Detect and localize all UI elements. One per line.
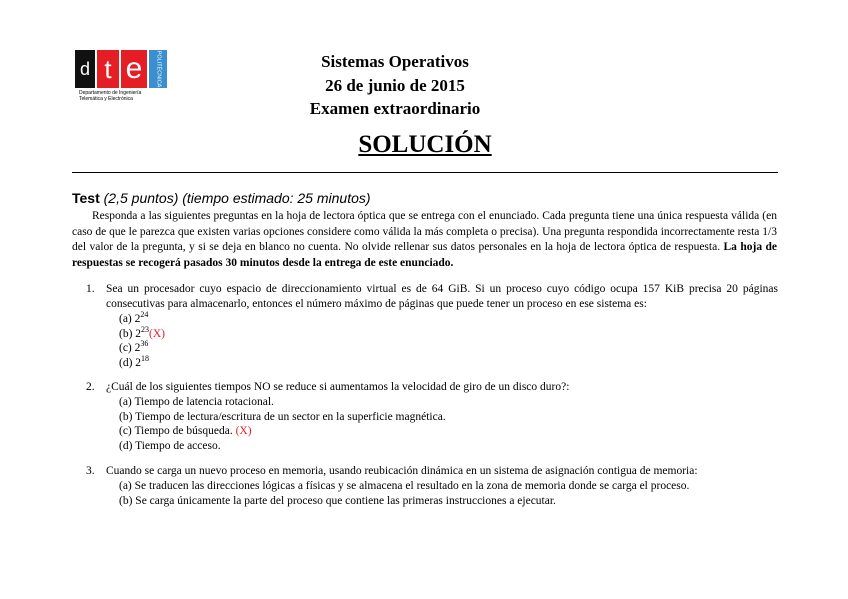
option-label: (d) xyxy=(119,356,133,369)
dte-logo xyxy=(75,50,175,114)
option-exponent: 36 xyxy=(140,339,149,348)
option-b xyxy=(119,324,778,342)
test-heading xyxy=(72,190,371,206)
option-label: (b) xyxy=(119,410,133,423)
question-number: 3. xyxy=(86,465,95,477)
option-text: Se carga únicamente la parte del proceso que contiene las primeras instrucciones a ejecutar. xyxy=(135,494,556,507)
header-divider xyxy=(72,172,778,173)
option-a xyxy=(119,395,778,410)
test-details: (2,5 puntos) (tiempo estimado: 25 minutos) xyxy=(103,190,371,206)
option-label: (a) xyxy=(119,396,132,408)
question-text: Cuando se carga un nuevo proceso en memoria, usando reubicación dinámica en un sistema de asignación contigua de memoria: xyxy=(106,465,698,477)
option-exponent: 23 xyxy=(141,324,150,334)
option-text: Tiempo de latencia rotacional. xyxy=(134,396,274,408)
option-label: (d) xyxy=(119,439,133,452)
option-c xyxy=(119,424,778,439)
option-list xyxy=(86,395,778,453)
option-base: 2 xyxy=(135,327,142,340)
option-label: (c) xyxy=(119,342,132,354)
option-text: Tiempo de lectura/escritura de un sector en la superficie magnética. xyxy=(135,410,446,423)
instructions-bold: La hoja de respuestas se recogerá pasados 30 minutos desde la entrega de este enunciado. xyxy=(72,241,777,269)
course-title: Sistemas Operativos xyxy=(321,52,469,71)
logo-letter-e: e xyxy=(121,50,147,88)
option-label: (b) xyxy=(119,494,133,507)
logo-subtitle-line-2: Telemática y Electrónica xyxy=(79,96,133,102)
logo-subtitle xyxy=(79,90,175,102)
instructions-text: Responda a las siguientes preguntas en la hoja de lectora óptica que se entrega con el enunciado. Cada pregunta tiene una única respuesta válida (en caso de que le parezca que existen varias opciones considere como válida la más completa o precisa). Una pregunta respondida incorrectamente resta 1/3 del valor de la pregunta, y si se deja en blanco no cuenta. No olvide rellenar sus datos personales en la hoja de lectora óptica de respuesta. xyxy=(72,210,777,253)
option-b xyxy=(119,410,778,425)
logo-subtitle-line-1: Departamento de Ingeniería xyxy=(79,90,142,96)
correct-answer-mark: (X) xyxy=(149,327,166,340)
option-a xyxy=(119,312,778,327)
option-exponent: 18 xyxy=(141,353,150,363)
option-text: Tiempo de búsqueda. xyxy=(134,425,233,437)
logo-letter-d: d xyxy=(75,50,95,88)
logo-letter-t: t xyxy=(97,50,119,88)
question-2 xyxy=(86,380,778,453)
option-label: (c) xyxy=(119,425,132,437)
option-label: (a) xyxy=(119,313,132,325)
option-text: Se traducen las direcciones lógicas a físicas y se almacena el resultado en la zona de memoria donde se carga el proceso. xyxy=(134,480,690,492)
option-list xyxy=(86,312,778,370)
option-base: 2 xyxy=(134,342,141,354)
option-d xyxy=(119,439,778,454)
test-label: Test xyxy=(72,190,100,206)
option-base: 2 xyxy=(134,313,141,325)
instructions-paragraph xyxy=(72,209,777,271)
logo-side-label: POLITÉCNICA xyxy=(149,50,167,88)
option-text: Tiempo de acceso. xyxy=(135,439,221,452)
option-list xyxy=(86,479,778,508)
question-1 xyxy=(86,282,778,370)
question-number: 2. xyxy=(86,381,95,393)
option-label: (b) xyxy=(119,327,133,340)
option-exponent: 24 xyxy=(140,310,149,319)
option-b xyxy=(119,494,778,509)
option-a xyxy=(119,479,778,494)
exam-date: 26 de junio de 2015 xyxy=(325,76,465,95)
question-text: Sea un procesador cuyo espacio de direccionamiento virtual es de 64 GiB. Si un proceso cuyo código ocupa 157 KiB precisa 20 páginas consecutivas para almacenarlo, entonces el número máximo de páginas que puede tener un proceso en ese sistema es: xyxy=(106,283,778,310)
solution-heading: SOLUCIÓN xyxy=(358,131,492,158)
question-3 xyxy=(86,464,778,508)
exam-type: Examen extraordinario xyxy=(309,99,481,118)
option-label: (a) xyxy=(119,480,132,492)
option-c xyxy=(119,341,778,356)
option-d xyxy=(119,353,778,371)
question-text: ¿Cuál de los siguientes tiempos NO se reduce si aumentamos la velocidad de giro de un disco duro?: xyxy=(106,381,570,393)
question-number: 1. xyxy=(86,283,95,295)
option-base: 2 xyxy=(135,356,142,369)
correct-answer-mark: (X) xyxy=(235,425,252,437)
